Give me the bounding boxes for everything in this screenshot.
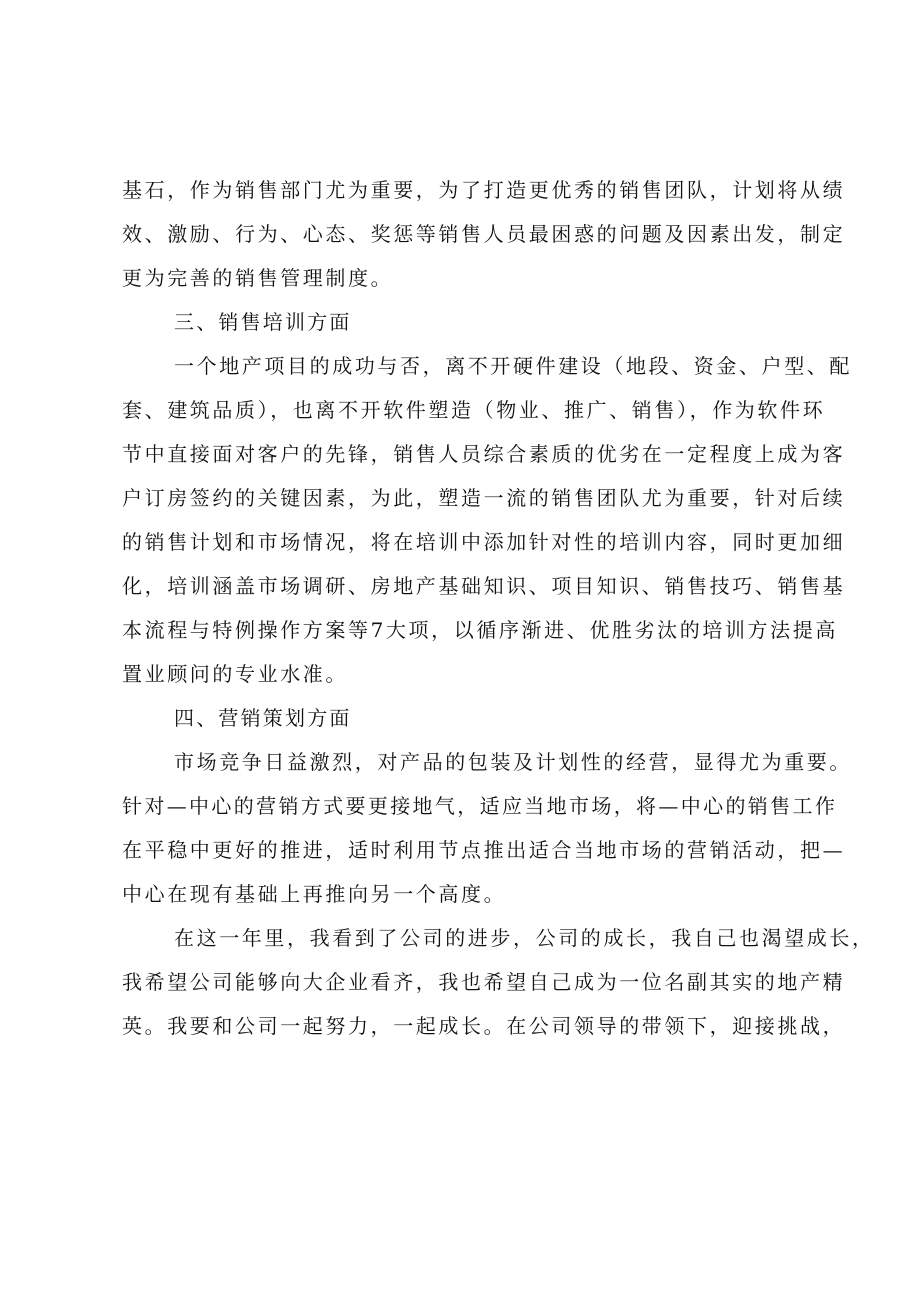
paragraph-line: 基石，作为销售部门尤为重要，为了打造更优秀的销售团队，计划将从绩: [122, 178, 846, 202]
paragraph-line: 化，培训涵盖市场调研、房地产基础知识、项目知识、销售技巧、销售基: [122, 574, 846, 598]
paragraph-line: 在平稳中更好的推进，适时利用节点推出适合当地市场的营销活动，把—: [122, 838, 846, 862]
body-text: [122, 168, 875, 1048]
section-heading: 三、销售培训方面: [174, 310, 352, 334]
section-heading: 四、营销策划方面: [174, 706, 352, 730]
paragraph-line: 一个地产项目的成功与否，离不开硬件建设（地段、资金、户型、配: [174, 354, 852, 378]
paragraph-line: 效、激励、行为、心态、奖惩等销售人员最困惑的问题及因素出发，制定: [122, 222, 846, 246]
paragraph-line: 户订房签约的关键因素，为此，塑造一流的销售团队尤为重要，针对后续: [122, 486, 846, 510]
paragraph-line: 英。我要和公司一起努力，一起成长。在公司领导的带领下，迎接挑战，: [122, 1014, 846, 1038]
paragraph-line: 套、建筑品质），也离不开软件塑造（物业、推广、销售），作为软件环: [122, 398, 826, 422]
paragraph-line: 节中直接面对客户的先锋，销售人员综合素质的优劣在一定程度上成为客: [122, 442, 846, 466]
paragraph-line: 置业顾问的专业水准。: [122, 662, 348, 686]
paragraph-line: 针对—中心的营销方式要更接地气，适应当地市场，将—中心的销售工作: [122, 794, 838, 818]
paragraph-line: 在这一年里，我看到了公司的进步，公司的成长，我自己也渴望成长，: [174, 926, 875, 950]
paragraph-line: 中心在现有基础上再推向另一个高度。: [122, 882, 507, 906]
paragraph-line: 更为完善的销售管理制度。: [122, 266, 394, 290]
paragraph-line: 的销售计划和市场情况，将在培训中添加针对性的培训内容，同时更加细: [122, 530, 846, 554]
paragraph-line: 市场竞争日益激烈，对产品的包装及计划性的经营，显得尤为重要。: [174, 750, 852, 774]
paragraph-line: 本流程与特例操作方案等7大项，以循序渐进、优胜劣汰的培训方法提高: [122, 618, 838, 642]
paragraph-line: 我希望公司能够向大企业看齐，我也希望自己成为一位名副其实的地产精: [122, 970, 846, 994]
